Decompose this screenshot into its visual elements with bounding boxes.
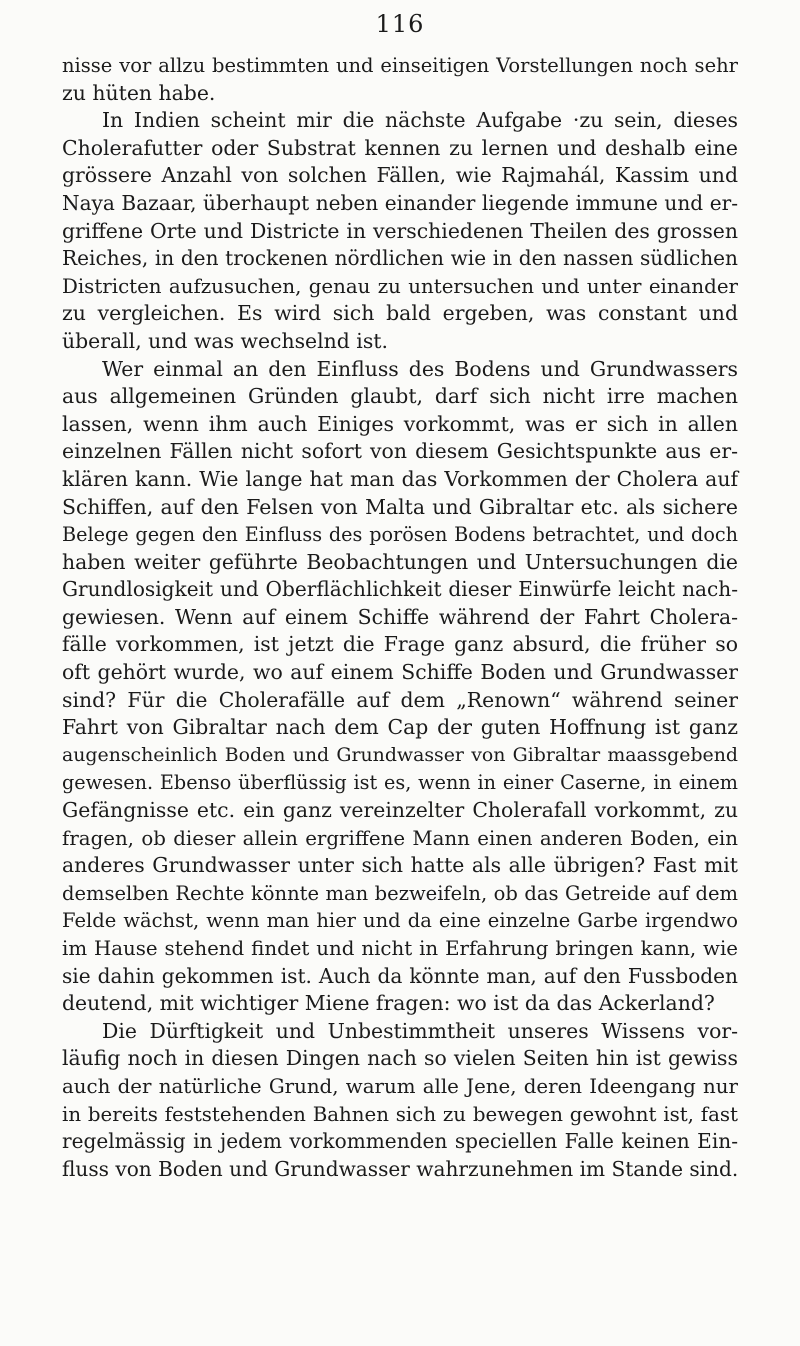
text-line: Fahrt von Gibraltar nach dem Cap der guten Hoffnung ist ganz	[62, 715, 738, 740]
paragraph	[62, 1018, 738, 1184]
text-line: oft gehört wurde, wo auf einem Schiffe Boden und Grundwasser	[62, 660, 738, 685]
text-line: im Hause stehend findet und nicht in Erfahrung bringen kann, wie	[62, 937, 738, 960]
text-line: lassen, wenn ihm auch Einiges vorkommt, was er sich in allen	[62, 411, 738, 436]
paragraph	[62, 52, 738, 107]
text-line: In Indien scheint mir die nächste Aufgabe ·zu sein, dieses	[102, 108, 738, 133]
text-line: einzelnen Fällen nicht sofort von diesem Gesichtspunkte aus er-	[62, 439, 738, 464]
text-line: Reiches, in den trockenen nördlichen wie in den nassen südlichen	[62, 246, 738, 271]
text-line: Districten aufzusuchen, genau zu untersuchen und unter einander	[62, 274, 738, 298]
text-line: Schiffen, auf den Felsen von Malta und Gibraltar etc. als sichere	[62, 494, 738, 519]
text-line: fluss von Boden und Grundwasser wahrzunehmen im Stande sind.	[62, 1156, 739, 1181]
text-line: Belege gegen den Einfluss des porösen Bodens betrachtet, und doch	[62, 523, 738, 547]
text-line: nisse vor allzu bestimmten und einseitigen Vorstellungen noch sehr	[62, 54, 738, 77]
text-line: Cholerafutter oder Substrat kennen zu lernen und deshalb eine	[62, 135, 738, 160]
text-line: Die Dürftigkeit und Unbestimmtheit unseres Wissens vor-	[102, 1018, 738, 1043]
text-line: deutend, mit wichtiger Miene fragen: wo ist da das Ackerland?	[62, 991, 715, 1016]
text-line: sind? Für die Cholerafälle auf dem „Renown“ während seiner	[62, 687, 738, 712]
text-line: Naya Bazaar, überhaupt neben einander liegende immune und er-	[62, 190, 738, 215]
text-line: gewesen. Ebenso überflüssig ist es, wenn in einer Caserne, in einem	[62, 771, 738, 795]
text-line: griffene Orte und Districte in verschiedenen Theilen des grossen	[62, 218, 738, 243]
text-line: auch der natürliche Grund, warum alle Jene, deren Ideengang nur	[62, 1074, 738, 1098]
body-text	[62, 52, 738, 1183]
text-line: grössere Anzahl von solchen Fällen, wie Rajmahál, Kassim und	[62, 163, 738, 188]
text-line: Grundlosigkeit und Oberflächlichkeit dieser Einwürfe leicht nach-	[62, 577, 738, 602]
text-line: fälle vorkommen, ist jetzt die Frage ganz absurd, die früher so	[62, 632, 738, 657]
page-number: 116	[375, 10, 425, 38]
text-line: überall, und was wechselnd ist.	[62, 328, 388, 353]
text-line: klären kann. Wie lange hat man das Vorkommen der Cholera auf	[62, 466, 738, 491]
text-line: regelmässig in jedem vorkommenden speciellen Falle keinen Ein-	[62, 1129, 738, 1154]
text-line: Wer einmal an den Einfluss des Bodens und Grundwassers	[102, 356, 738, 381]
text-line: aus allgemeinen Gründen glaubt, darf sich nicht irre machen	[62, 384, 738, 409]
text-line: in bereits feststehenden Bahnen sich zu bewegen gewohnt ist, fast	[62, 1102, 738, 1126]
text-line: zu vergleichen. Es wird sich bald ergeben, was constant und	[62, 301, 738, 326]
paragraph	[62, 107, 738, 355]
text-line: augenscheinlich Boden und Grundwasser von Gibraltar maassgebend	[62, 743, 738, 766]
text-line: Gefängnisse etc. ein ganz vereinzelter Cholerafall vorkommt, zu	[62, 798, 738, 823]
paragraph	[62, 356, 738, 1018]
text-line: anderes Grundwasser unter sich hatte als alle übrigen? Fast mit	[62, 853, 738, 878]
text-line: haben weiter geführte Beobachtungen und Untersuchungen die	[62, 549, 738, 574]
text-line: zu hüten habe.	[62, 80, 216, 105]
text-line: gewiesen. Wenn auf einem Schiffe während der Fahrt Cholera-	[62, 604, 738, 629]
text-line: sie dahin gekommen ist. Auch da könnte man, auf den Fussboden	[62, 963, 738, 988]
text-line: Felde wächst, wenn man hier und da eine einzelne Garbe irgendwo	[62, 909, 738, 933]
text-line: fragen, ob dieser allein ergriffene Mann einen anderen Boden, ein	[62, 826, 738, 850]
text-line: demselben Rechte könnte man bezweifeln, ob das Getreide auf dem	[62, 881, 738, 905]
text-line: läufig noch in diesen Dingen nach so vielen Seiten hin ist gewiss	[62, 1046, 738, 1071]
